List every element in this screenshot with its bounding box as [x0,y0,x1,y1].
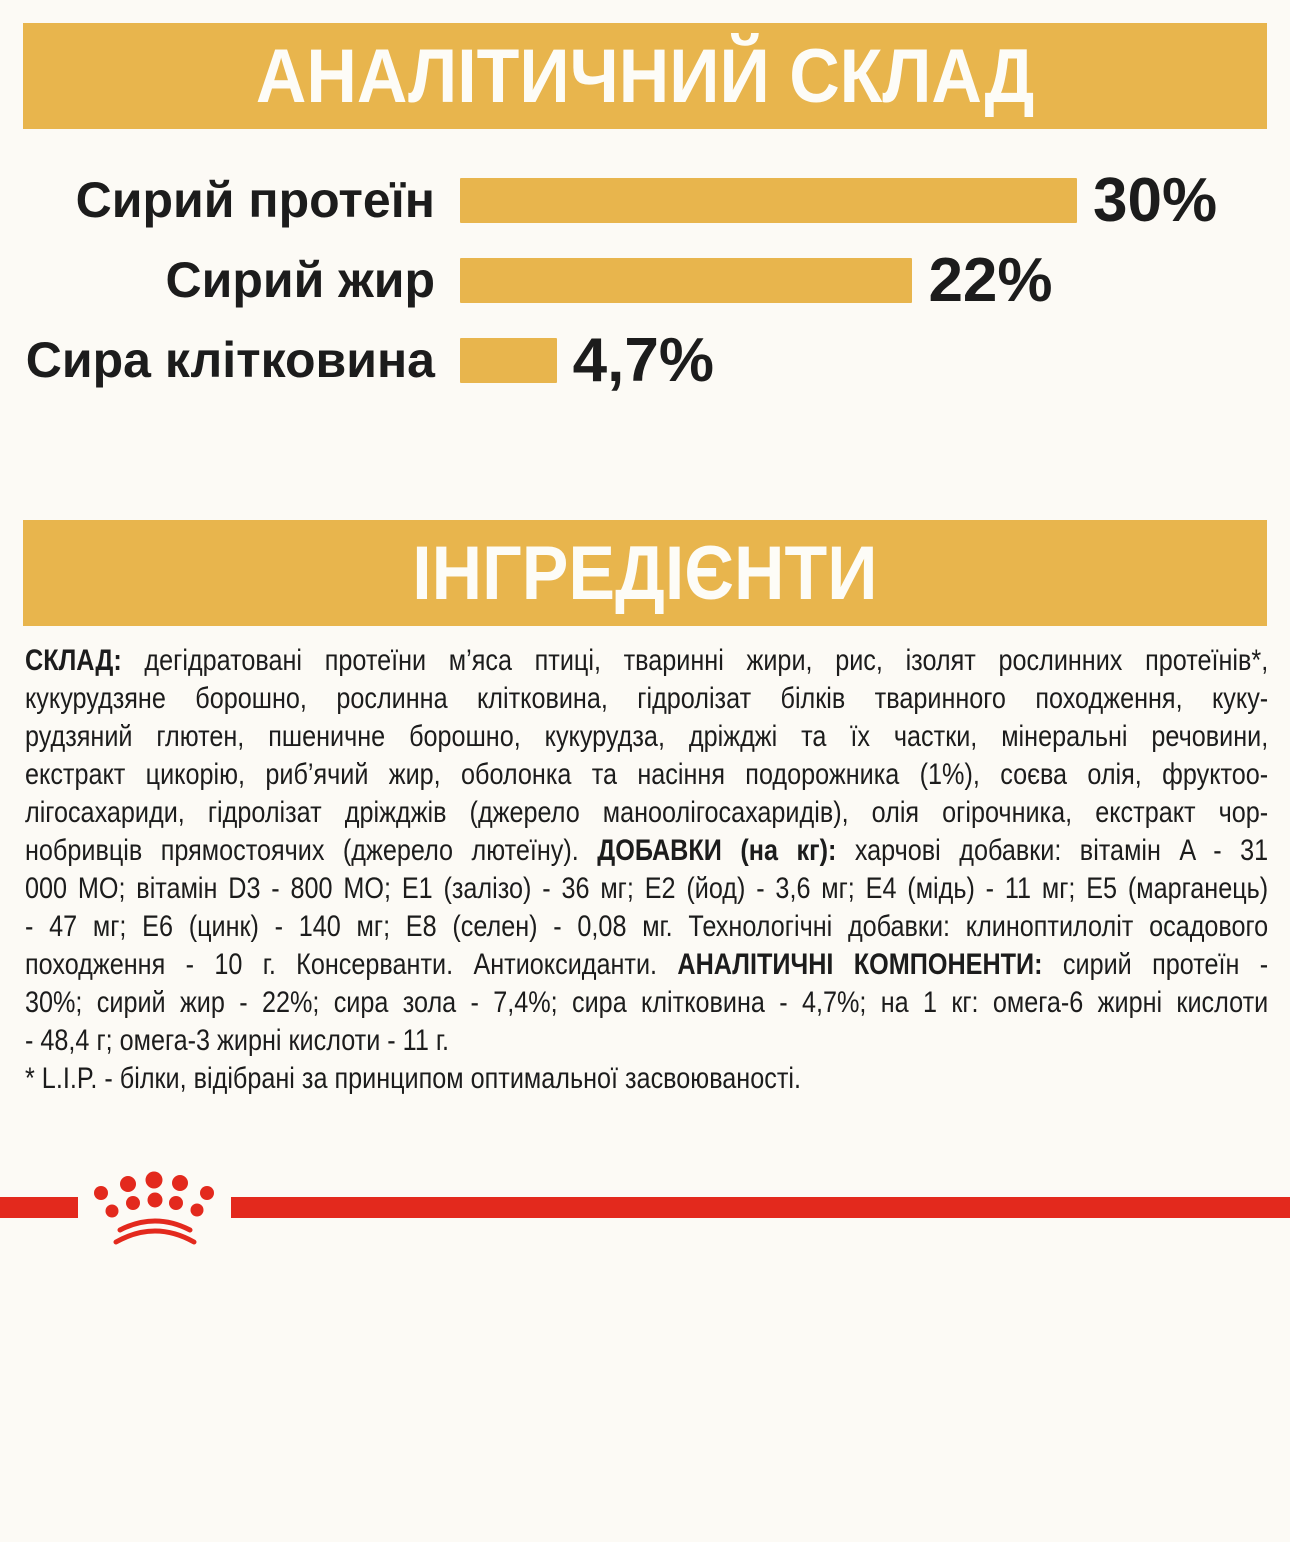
brand-stripe-right [231,1197,1290,1218]
composition-line: екстракт цикорію, риб’ячий жир, оболонка та насіння подорожника (1%), соєва олія, фруктоо- [25,758,1269,791]
ingredients-banner [23,520,1267,626]
ingredients-title: ІНГРЕДІЄНТИ [412,530,878,616]
brand-stripe-left [0,1197,78,1218]
bar-value: 22% [928,245,1053,315]
bar-value: 4,7% [572,325,714,395]
composition-line: СКЛАД: дегідратовані протеїни м’яса птиці, тваринні жири, рис, ізолят рослинних протеїнів*, [25,644,1269,677]
composition-line: лігосахариди, гідролізат дріжджів (джерело маноолігосахаридів), олія огірочника, екстракт чор- [25,796,1269,829]
composition-line: * L.I.P. - білки, відібрані за принципом оптимальної засвоюваності. [25,1062,801,1095]
analytical-composition-title: АНАЛІТИЧНИЙ СКЛАД [255,33,1035,119]
bar [460,178,1077,223]
chart-row [0,160,1290,240]
chart-row [0,320,1290,400]
composition-line: нобривців прямостоячих (джерело лютеїну). ДОБАВКИ (на кг): харчові добавки: вітамін A - 31 [25,834,1269,867]
composition-line: - 47 мг; Е6 (цинк) - 140 мг; Е8 (селен) - 0,08 мг. Технологічні добавки: клиноптилоліт осадового [25,910,1269,943]
bar [460,338,557,383]
analytical-composition-banner [23,23,1267,129]
composition-line: кукурудзяне борошно, рослинна клітковина, гідролізат білків тваринного походження, куку- [25,682,1269,715]
composition-text [25,642,1268,1098]
composition-line: походження - 10 г. Консерванти. Антиоксиданти. АНАЛІТИЧНІ КОМПОНЕНТИ: сирий протеїн - [25,948,1269,981]
bar [460,258,912,303]
bar-label: Сира клітковина [25,332,435,388]
composition-line: 000 МО; вітамін D3 - 800 МО; Е1 (залізо) - 36 мг; Е2 (йод) - 3,6 мг; Е4 (мідь) - 11 мг; Е5 (марганець) [25,872,1269,905]
chart-row [0,240,1290,320]
bar-label: Сирий протеїн [75,172,435,228]
bar-value: 30% [1093,165,1218,235]
composition-line: 30%; сирий жир - 22%; сира зола - 7,4%; сира клітковина - 4,7%; на 1 кг: омега-6 жирні кислоти [25,986,1269,1019]
analytical-chart [0,160,1290,400]
bar-label: Сирий жир [165,252,435,308]
composition-line: - 48,4 г; омега-3 жирні кислоти - 11 г. [25,1024,449,1057]
royal-canin-crown-icon [90,1168,220,1246]
composition-line: рудзяний глютен, пшеничне борошно, кукурудза, дріжджі та їх частки, мінеральні речовини, [25,720,1269,753]
